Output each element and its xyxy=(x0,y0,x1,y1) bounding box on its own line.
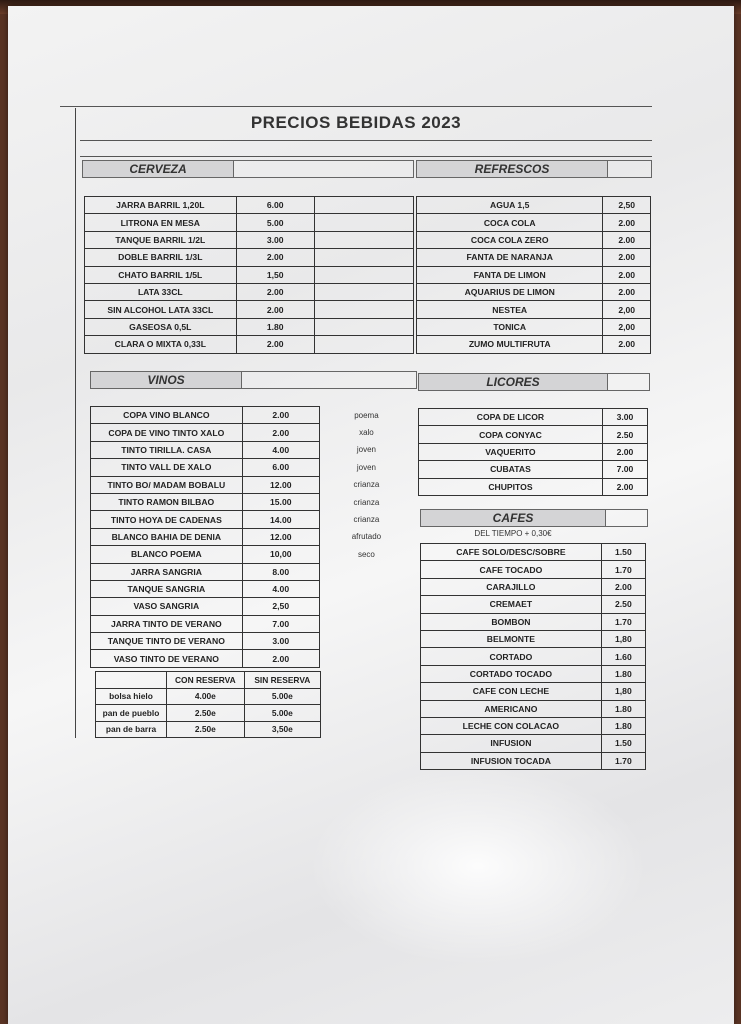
item-note xyxy=(319,633,413,650)
price-sin-reserva: 3,50e xyxy=(244,721,320,738)
page-title: PRECIOS BEBIDAS 2023 xyxy=(250,113,462,132)
item-price: 1.50 xyxy=(601,544,645,561)
item-name: BELMONTE xyxy=(421,630,602,647)
item-note xyxy=(319,563,413,580)
price-con-reserva: 4.00e xyxy=(166,688,244,705)
item-price: 2.00 xyxy=(603,231,651,248)
price-row xyxy=(421,700,646,717)
item-price: 2.00 xyxy=(242,424,319,441)
price-row xyxy=(91,598,414,615)
header-rule-top xyxy=(60,106,652,107)
item-name: pan de pueblo xyxy=(96,705,167,722)
price-sin-reserva: 5.00e xyxy=(244,688,320,705)
item-name: CHATO BARRIL 1/5L xyxy=(85,266,237,283)
price-row xyxy=(421,665,646,682)
item-note xyxy=(319,598,413,615)
sheet-left-border xyxy=(75,108,76,738)
item-price: 2.00 xyxy=(242,650,319,667)
section-header-extension xyxy=(242,371,417,389)
price-row xyxy=(419,409,648,426)
section-header-licores: LICORES xyxy=(418,373,608,391)
item-note: joven xyxy=(356,462,376,472)
item-price: 2,00 xyxy=(603,301,651,318)
price-row xyxy=(85,318,414,335)
item-price: 1.50 xyxy=(601,735,645,752)
item-price: 15.00 xyxy=(242,493,319,510)
item-name: AQUARIUS DE LIMON xyxy=(417,283,603,300)
vinos-price-table xyxy=(90,406,414,668)
item-name: ZUMO MULTIFRUTA xyxy=(417,336,603,353)
item-name: pan de barra xyxy=(96,721,167,738)
item-name: BLANCO BAHIA DE DENIA xyxy=(91,528,243,545)
section-header-cafes: CAFES xyxy=(420,509,606,527)
item-name: COPA CONYAC xyxy=(419,426,603,443)
price-row xyxy=(91,528,414,545)
item-name: JARRA SANGRIA xyxy=(91,563,243,580)
empty-cell xyxy=(314,336,413,353)
item-price: 6.00 xyxy=(236,197,314,214)
cafes-price-table xyxy=(420,543,646,770)
item-price: 2.00 xyxy=(242,407,319,424)
item-name: CUBATAS xyxy=(419,461,603,478)
price-row xyxy=(91,580,414,597)
plastic-sleeve-glare xyxy=(308,766,648,966)
section-header-vinos: VINOS xyxy=(90,371,242,389)
item-name: CORTADO TOCADO xyxy=(421,665,602,682)
item-price: 6.00 xyxy=(242,459,319,476)
item-price: 2.00 xyxy=(601,578,645,595)
price-row xyxy=(85,301,414,318)
hielo-pan-table xyxy=(95,671,321,738)
item-price: 2.00 xyxy=(603,214,651,231)
price-row xyxy=(417,214,651,231)
item-price: 2.00 xyxy=(236,283,314,300)
item-name: INFUSION xyxy=(421,735,602,752)
price-row xyxy=(85,231,414,248)
item-name: bolsa hielo xyxy=(96,688,167,705)
item-name: TANQUE SANGRIA xyxy=(91,580,243,597)
item-name: TINTO BO/ MADAM BOBALU xyxy=(91,476,243,493)
price-con-reserva: 2.50e xyxy=(166,721,244,738)
price-row xyxy=(91,546,414,563)
price-row xyxy=(417,318,651,335)
item-price: 3.00 xyxy=(236,231,314,248)
item-note: poema xyxy=(354,410,379,420)
price-row xyxy=(91,633,414,650)
column-header-sin-reserva: SIN RESERVA xyxy=(244,672,320,689)
price-row xyxy=(421,752,646,769)
empty-cell xyxy=(314,249,413,266)
item-note xyxy=(319,580,413,597)
item-price: 7.00 xyxy=(602,461,647,478)
empty-header-cell xyxy=(96,672,167,689)
cafes-note: DEL TIEMPO + 0,30€ xyxy=(474,529,552,538)
price-row xyxy=(417,266,651,283)
item-name: GASEOSA 0,5L xyxy=(85,318,237,335)
price-row xyxy=(421,648,646,665)
price-row xyxy=(417,301,651,318)
item-name: TINTO RAMON BILBAO xyxy=(91,493,243,510)
table-header-row xyxy=(96,672,321,689)
item-price: 2.00 xyxy=(603,249,651,266)
item-price: 5.00 xyxy=(236,214,314,231)
header-rule xyxy=(80,140,652,141)
item-note: crianza xyxy=(353,480,380,490)
item-price: 8.00 xyxy=(242,563,319,580)
item-name: CARAJILLO xyxy=(421,578,602,595)
price-row xyxy=(96,721,321,738)
item-name: BLANCO POEMA xyxy=(91,546,243,563)
price-row xyxy=(421,561,646,578)
item-price: 2.00 xyxy=(602,443,647,460)
price-row xyxy=(85,336,414,353)
item-name: SIN ALCOHOL LATA 33CL xyxy=(85,301,237,318)
price-row xyxy=(421,544,646,561)
price-row xyxy=(421,630,646,647)
item-price: 12.00 xyxy=(242,476,319,493)
item-price: 2.00 xyxy=(603,266,651,283)
licores-price-table xyxy=(418,408,648,496)
price-row xyxy=(417,336,651,353)
item-price: 12.00 xyxy=(242,528,319,545)
price-row xyxy=(417,231,651,248)
item-price: 1,80 xyxy=(601,683,645,700)
item-price: 1.70 xyxy=(601,613,645,630)
price-row xyxy=(85,197,414,214)
price-sin-reserva: 5.00e xyxy=(244,705,320,722)
item-note xyxy=(319,650,413,667)
item-name: CORTADO xyxy=(421,648,602,665)
section-header-cerveza: CERVEZA xyxy=(82,160,234,178)
item-note: joven xyxy=(356,445,376,455)
column-header-con-reserva: CON RESERVA xyxy=(166,672,244,689)
price-row xyxy=(421,596,646,613)
item-note: xalo xyxy=(359,428,374,438)
section-header-extension xyxy=(606,509,648,527)
item-price: 14.00 xyxy=(242,511,319,528)
item-name: LECHE CON COLACAO xyxy=(421,717,602,734)
item-price: 2.50 xyxy=(602,426,647,443)
price-row xyxy=(91,615,414,632)
item-price: 2.00 xyxy=(236,336,314,353)
price-row xyxy=(91,441,414,458)
item-price: 3.00 xyxy=(602,409,647,426)
item-name: BOMBON xyxy=(421,613,602,630)
empty-cell xyxy=(314,197,413,214)
item-name: FANTA DE LIMON xyxy=(417,266,603,283)
item-name: CREMAET xyxy=(421,596,602,613)
item-price: 2.00 xyxy=(603,336,651,353)
item-price: 1.80 xyxy=(601,665,645,682)
price-con-reserva: 2.50e xyxy=(166,705,244,722)
item-price: 3.00 xyxy=(242,633,319,650)
item-name: AGUA 1,5 xyxy=(417,197,603,214)
item-price: 2.00 xyxy=(236,301,314,318)
price-row xyxy=(417,283,651,300)
price-row xyxy=(91,407,414,424)
empty-cell xyxy=(314,214,413,231)
price-row xyxy=(421,613,646,630)
item-name: TINTO TIRILLA. CASA xyxy=(91,441,243,458)
item-price: 10,00 xyxy=(242,546,319,563)
item-price: 4.00 xyxy=(242,580,319,597)
item-name: NESTEA xyxy=(417,301,603,318)
price-row xyxy=(91,650,414,667)
item-price: 1.70 xyxy=(601,752,645,769)
item-price: 2,50 xyxy=(242,598,319,615)
item-note: crianza xyxy=(353,497,380,507)
section-header-refrescos: REFRESCOS xyxy=(416,160,608,178)
price-row xyxy=(91,424,414,441)
item-name: LITRONA EN MESA xyxy=(85,214,237,231)
price-row xyxy=(419,426,648,443)
item-price: 1.70 xyxy=(601,561,645,578)
item-name: INFUSION TOCADA xyxy=(421,752,602,769)
item-name: TINTO VALL DE XALO xyxy=(91,459,243,476)
item-name: TANQUE TINTO DE VERANO xyxy=(91,633,243,650)
section-header-extension xyxy=(608,373,650,391)
item-name: COPA DE LICOR xyxy=(419,409,603,426)
item-name: CAFE SOLO/DESC/SOBRE xyxy=(421,544,602,561)
section-header-extension xyxy=(608,160,652,178)
item-price: 7.00 xyxy=(242,615,319,632)
price-row xyxy=(85,249,414,266)
item-price: 1.60 xyxy=(601,648,645,665)
item-name: CHUPITOS xyxy=(419,478,603,495)
item-name: COPA DE VINO TINTO XALO xyxy=(91,424,243,441)
item-name: TINTO HOYA DE CADENAS xyxy=(91,511,243,528)
item-name: TONICA xyxy=(417,318,603,335)
price-row xyxy=(421,717,646,734)
price-row xyxy=(96,688,321,705)
item-price: 2.00 xyxy=(603,283,651,300)
item-price: 2.00 xyxy=(236,249,314,266)
price-row xyxy=(85,266,414,283)
item-price: 2,00 xyxy=(603,318,651,335)
price-row xyxy=(96,705,321,722)
section-header-extension xyxy=(234,160,414,178)
cerveza-price-table xyxy=(84,196,414,354)
price-row xyxy=(419,461,648,478)
empty-cell xyxy=(314,283,413,300)
item-note xyxy=(319,615,413,632)
item-name: COPA VINO BLANCO xyxy=(91,407,243,424)
item-name: JARRA BARRIL 1,20L xyxy=(85,197,237,214)
item-name: COCA COLA ZERO xyxy=(417,231,603,248)
price-row xyxy=(419,478,648,495)
item-name: CLARA O MIXTA 0,33L xyxy=(85,336,237,353)
refrescos-price-table xyxy=(416,196,651,354)
item-name: CAFE TOCADO xyxy=(421,561,602,578)
item-name: VASO SANGRIA xyxy=(91,598,243,615)
price-row xyxy=(85,283,414,300)
item-name: DOBLE BARRIL 1/3L xyxy=(85,249,237,266)
item-name: LATA 33CL xyxy=(85,283,237,300)
item-note: seco xyxy=(357,549,375,559)
empty-cell xyxy=(314,318,413,335)
item-price: 1,80 xyxy=(601,630,645,647)
item-name: TANQUE BARRIL 1/2L xyxy=(85,231,237,248)
empty-cell xyxy=(314,266,413,283)
price-row xyxy=(417,197,651,214)
item-price: 1,50 xyxy=(236,266,314,283)
item-price: 1.80 xyxy=(601,717,645,734)
item-name: AMERICANO xyxy=(421,700,602,717)
price-row xyxy=(91,563,414,580)
item-name: FANTA DE NARANJA xyxy=(417,249,603,266)
price-row xyxy=(421,683,646,700)
item-price: 1.80 xyxy=(236,318,314,335)
item-price: 2,50 xyxy=(603,197,651,214)
empty-cell xyxy=(314,301,413,318)
item-name: VASO TINTO DE VERANO xyxy=(91,650,243,667)
price-row xyxy=(417,249,651,266)
price-row xyxy=(421,735,646,752)
price-row xyxy=(421,578,646,595)
price-row xyxy=(85,214,414,231)
price-row xyxy=(91,511,414,528)
header-rule-2 xyxy=(80,156,652,157)
price-row xyxy=(91,459,414,476)
price-row xyxy=(91,493,414,510)
item-note: afrutado xyxy=(351,532,382,542)
item-note: crianza xyxy=(353,515,380,525)
item-name: COCA COLA xyxy=(417,214,603,231)
item-price: 2.50 xyxy=(601,596,645,613)
empty-cell xyxy=(314,231,413,248)
item-price: 1.80 xyxy=(601,700,645,717)
item-price: 4.00 xyxy=(242,441,319,458)
item-name: CAFE CON LECHE xyxy=(421,683,602,700)
price-row xyxy=(91,476,414,493)
item-name: VAQUERITO xyxy=(419,443,603,460)
price-row xyxy=(419,443,648,460)
item-price: 2.00 xyxy=(602,478,647,495)
item-name: JARRA TINTO DE VERANO xyxy=(91,615,243,632)
